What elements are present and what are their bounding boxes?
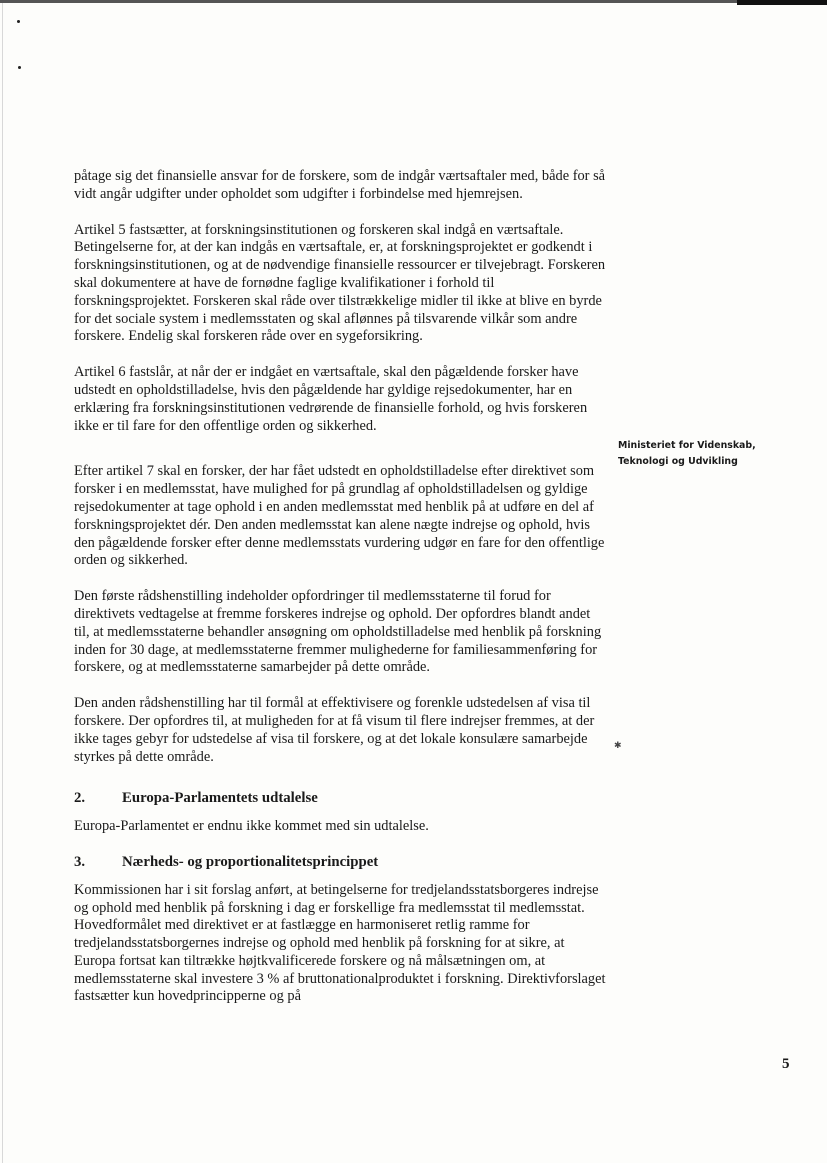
sidebar-line: Teknologi og Udvikling [618,456,738,467]
section-heading [74,854,606,872]
paragraph: påtage sig det finansielle ansvar for de forskere, som de indgår værtsaftaler med, både for så vidt angår udgifter under opholdet som udgifter i forbindelse med hjemrejsen. [74,168,606,202]
top-rule-dark-segment [737,0,827,5]
margin-dot [18,66,21,69]
scan-left-edge [2,0,3,1163]
top-rule [0,0,827,3]
paragraph: Artikel 5 fastsætter, at forskningsinstitutionen og forskeren skal indgå en værtsaftale. Betingelserne for, at der kan indgås en værtsaftale, er, at forskningsprojektet er godkendt i forskningsinstitutionen, og at de nødvendige finansielle ressourcer er tilvejebragt. Forskeren skal dokumentere at have de fornødne faglige kvalifikationer i forhold til forskningsprojektet. Forskeren skal råde over tilstrækkelige midler til ikke at blive en byrde for det sociale system i medlemsstaten og skal aflønnes på tilsvarende vilkår som andre forskere. Endelig skal forskeren råde over en sygeforsikring. [74,221,606,345]
section-title: Europa-Parlamentets udtalelse [122,790,318,807]
paragraph: Europa-Parlamentet er endnu ikke kommet med sin udtalelse. [74,818,429,835]
document-body [74,168,606,1024]
paragraph: Kommissionen har i sit forslag anført, at betingelserne for tredjelandsstatsborgeres indrejse og ophold med henblik på forskning i dag er forskellige fra medlemsstat til medlemsstat. Hovedformålet med direktivet er at fastlægge en harmoniseret retlig ramme for tredjelandsstatsborgernes indrejse og ophold med henblik på forskning for at sikre, at Europa fortsat kan tiltrække højtkvalificerede forskere og nå målsætningen om, at medlemsstaterne skal investere 3 % af bruttonationalproduktet i forskning. Direktivforslaget fastsætter kun hovedprincipperne og på [74,881,606,1005]
paragraph: Efter artikel 7 skal en forsker, der har fået udstedt en opholdstilladelse efter direktivet som forsker i en medlemsstat, have mulighed for på grundlag af opholdstilladelsen og gyldige rejsedokumenter at tage ophold i en anden medlemsstat med henblik på at udføre en del af forskningsprojektet dér. Den anden medlemsstat kan alene nægte indrejse og ophold, hvis den pågældende forsker efter denne medlemsstats vurdering udgør en fare for den offentlige orden og sikkerhed. [74,463,605,569]
paragraph: Den første rådshenstilling indeholder opfordringer til medlemsstaterne til forud for direktivets vedtagelse at fremme forskeres indrejse og ophold. Der opfordres blandt andet til, at medlemsstaterne behandler ansøgning om opholdstilladelse med henblik på forskning inden for 30 dage, at medlemsstaterne fremmer mulighederne for familiesammenføring for forskere, og at medlemsstaterne samarbejder på dette område. [74,588,602,676]
section-number: 3. [74,853,86,870]
section-title: Nærheds- og proportionalitetsprincippet [122,853,379,870]
page-number: 5 [782,1056,790,1072]
scan-speck: ✱ [614,740,622,750]
section-heading [74,790,606,808]
margin-dot [17,20,20,23]
paragraph: Den anden rådshenstilling har til formål at effektivisere og forenkle udstedelsen af visa til forskere. Der opfordres til, at muligheden for at få visum til flere indrejser fremmes, at der ikke tages gebyr for udstedelse af visa til forskere, og at det lokale konsulære samarbejde styrkes på dette område. [74,695,595,765]
paragraph: Artikel 6 fastslår, at når der er indgået en værtsaftale, skal den pågældende forsker have udstedt en opholdstilladelse, hvis den pågældende har gyldige rejsedokumenter, har en erklæring fra forskningsinstitutionen vedrørende de finansielle forhold, og hvis forskeren ikke er til fare for den offentlige orden og sikkerhed. [74,364,588,434]
sidebar-line: Ministeriet for Videnskab, [618,440,756,451]
section-number: 2. [74,790,86,807]
ministry-sidebar [618,438,808,470]
